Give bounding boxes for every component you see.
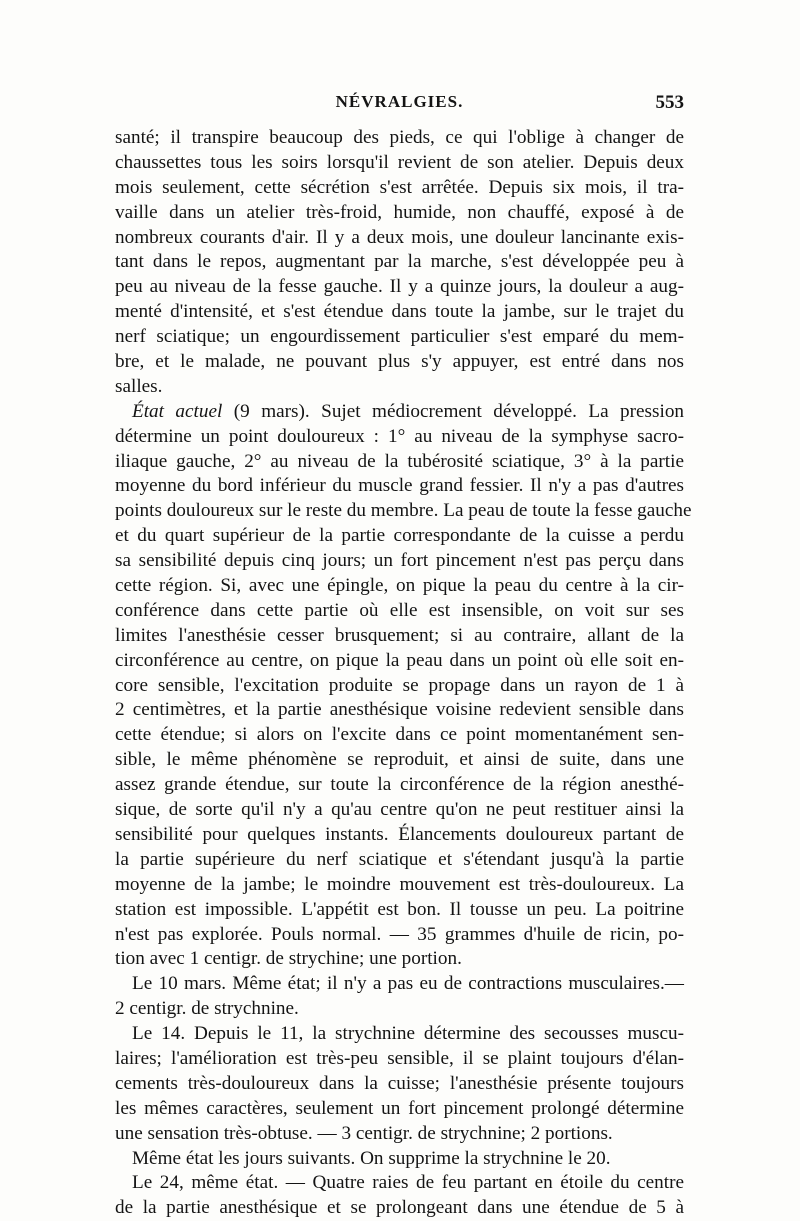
- text-line: [115, 300, 684, 325]
- text-line: [115, 1122, 684, 1147]
- line-text: tion avec 1 centigr. de strychine; une portion.: [115, 948, 462, 970]
- text-line: [115, 524, 684, 549]
- text-line: [115, 400, 684, 425]
- text-line: [115, 649, 684, 674]
- line-text: nombreux courants d'air. Il y a deux mois, une douleur lancinante exis-: [115, 226, 684, 248]
- line-text: cette région. Si, avec une épingle, on pique la peau du centre à la cir-: [115, 575, 684, 597]
- text-line: [115, 1171, 684, 1196]
- line-text: une sensation très-obtuse. — 3 centigr. de strychnine; 2 portions.: [115, 1122, 613, 1144]
- line-text: sa sensibilité depuis cinq jours; un fort pincement n'est pas perçu dans: [115, 550, 684, 572]
- line-text: 2 centimètres, et la partie anesthésique voisine redevient sensible dans: [115, 699, 684, 721]
- line-text: chaussettes tous les soirs lorsqu'il revient de son atelier. Depuis deux: [115, 151, 684, 173]
- text-line: [115, 972, 684, 997]
- body-text: [115, 126, 692, 1221]
- line-text: et du quart supérieur de la partie correspondante de la cuisse a perdu: [115, 525, 684, 547]
- line-text: (9 mars). Sujet médiocrement développé. La pression: [222, 400, 685, 422]
- text-line: [115, 798, 684, 823]
- line-text: station est impossible. L'appétit est bon. Il tousse un peu. La poitrine: [115, 898, 684, 920]
- line-text: cette étendue; si alors on l'excite dans ce point momentanément sen-: [115, 724, 684, 746]
- line-text: sible, le même phénomène se reproduit, et ainsi de suite, dans une: [115, 749, 684, 771]
- line-text: les mêmes caractères, seulement un fort pincement prolongé détermine: [115, 1097, 684, 1119]
- line-text: circonférence au centre, on pique la peau dans un point où elle soit en-: [115, 649, 684, 671]
- line-text: conférence dans cette partie où elle est insensible, on voit sur ses: [115, 599, 684, 621]
- text-line: [115, 1147, 684, 1172]
- line-text: core sensible, l'excitation produite se propage dans un rayon de 1 à: [115, 674, 684, 696]
- page-number: 553: [655, 92, 684, 113]
- line-text: Le 10 mars. Même état; il n'y a pas eu de contractions musculaires.—: [132, 973, 684, 995]
- line-text: détermine un point douloureux : 1° au niveau de la symphyse sacro-: [115, 425, 684, 447]
- line-text: sensibilité pour quelques instants. Élancements douloureux partant de: [115, 823, 684, 845]
- line-text: Le 24, même état. — Quatre raies de feu partant en étoile du centre: [132, 1172, 684, 1194]
- text-line: [115, 599, 684, 624]
- text-line: [115, 499, 692, 524]
- line-text: vaille dans un atelier très-froid, humide, non chauffé, exposé à de: [115, 201, 684, 223]
- line-text: iliaque gauche, 2° au niveau de la tubérosité sciatique, 3° à la partie: [115, 450, 684, 472]
- text-line: [115, 176, 684, 201]
- line-text: nerf sciatique; un engourdissement particulier s'est emparé du mem-: [115, 326, 684, 348]
- line-text: peu au niveau de la fesse gauche. Il y a quinze jours, la douleur a aug-: [115, 276, 684, 298]
- line-text: bre, et le malade, ne pouvant plus s'y appuyer, est entré dans nos: [115, 351, 684, 373]
- text-line: [115, 1072, 684, 1097]
- line-text: menté d'intensité, et s'est étendue dans toute la jambe, sur le trajet du: [115, 301, 684, 323]
- text-line: [115, 923, 684, 948]
- text-line: [115, 201, 684, 226]
- line-text: 2 centigr. de strychnine.: [115, 998, 299, 1020]
- text-line: [115, 350, 684, 375]
- text-line: [115, 1047, 684, 1072]
- text-line: [115, 425, 684, 450]
- text-line: [115, 997, 684, 1022]
- line-text: sique, de sorte qu'il n'y a qu'au centre qu'on ne peut restituer ainsi la: [115, 799, 684, 821]
- text-line: [115, 898, 684, 923]
- line-text: points douloureux sur le reste du membre. La peau de toute la fesse gauche: [115, 500, 692, 522]
- text-line: [115, 1196, 684, 1221]
- text-line: [115, 151, 684, 176]
- text-line: [115, 250, 684, 275]
- running-title: NÉVRALGIES.: [335, 92, 464, 111]
- text-line: [115, 375, 684, 400]
- text-line: [115, 450, 684, 475]
- text-line: [115, 748, 684, 773]
- text-line: [115, 1022, 684, 1047]
- text-line: [115, 1097, 684, 1122]
- text-line: [115, 773, 684, 798]
- text-line: [115, 275, 684, 300]
- text-line: [115, 474, 684, 499]
- line-text: assez grande étendue, sur toute la circonférence de la région anesthé-: [115, 774, 684, 796]
- text-line: [115, 325, 684, 350]
- line-text: cements très-douloureux dans la cuisse; l'anesthésie présente toujours: [115, 1072, 684, 1094]
- line-text: de la partie anesthésique et se prolongeant dans une étendue de 5 à: [115, 1197, 684, 1219]
- line-text: mois seulement, cette sécrétion s'est arrêtée. Depuis six mois, il tra-: [115, 176, 684, 198]
- line-text: salles.: [115, 375, 163, 397]
- line-text: Même état les jours suivants. On supprime la strychnine le 20.: [132, 1147, 611, 1169]
- line-text: limites l'anesthésie cesser brusquement; si au contraire, allant de la: [115, 624, 684, 646]
- line-text: santé; il transpire beaucoup des pieds, ce qui l'oblige à changer de: [115, 127, 684, 148]
- page-header: [115, 92, 684, 118]
- text-line: [115, 624, 684, 649]
- line-text: n'est pas explorée. Pouls normal. — 35 grammes d'huile de ricin, po-: [115, 923, 684, 945]
- line-text: la partie supérieure du nerf sciatique et s'étendant jusqu'à la partie: [115, 848, 684, 870]
- text-line: [115, 698, 684, 723]
- line-text: tant dans le repos, augmentant par la marche, s'est développée peu à: [115, 251, 684, 273]
- line-text: Le 14. Depuis le 11, la strychnine détermine des secousses muscu-: [132, 1023, 684, 1045]
- text-line: [115, 723, 684, 748]
- text-line: [115, 873, 684, 898]
- line-text: moyenne du bord inférieur du muscle grand fessier. Il n'y a pas d'autres: [115, 475, 684, 497]
- line-text: moyenne de la jambe; le moindre mouvement est très-douloureux. La: [115, 873, 684, 895]
- text-line: [115, 947, 684, 972]
- text-line: [115, 674, 684, 699]
- text-line: [115, 574, 684, 599]
- italic-phrase: État actuel: [132, 400, 223, 422]
- text-line: [115, 549, 684, 574]
- text-line: [115, 823, 684, 848]
- line-text: laires; l'amélioration est très-peu sensible, il se plaint toujours d'élan-: [115, 1047, 684, 1069]
- text-line: [115, 226, 684, 251]
- text-line: [115, 848, 684, 873]
- text-line: [115, 126, 684, 151]
